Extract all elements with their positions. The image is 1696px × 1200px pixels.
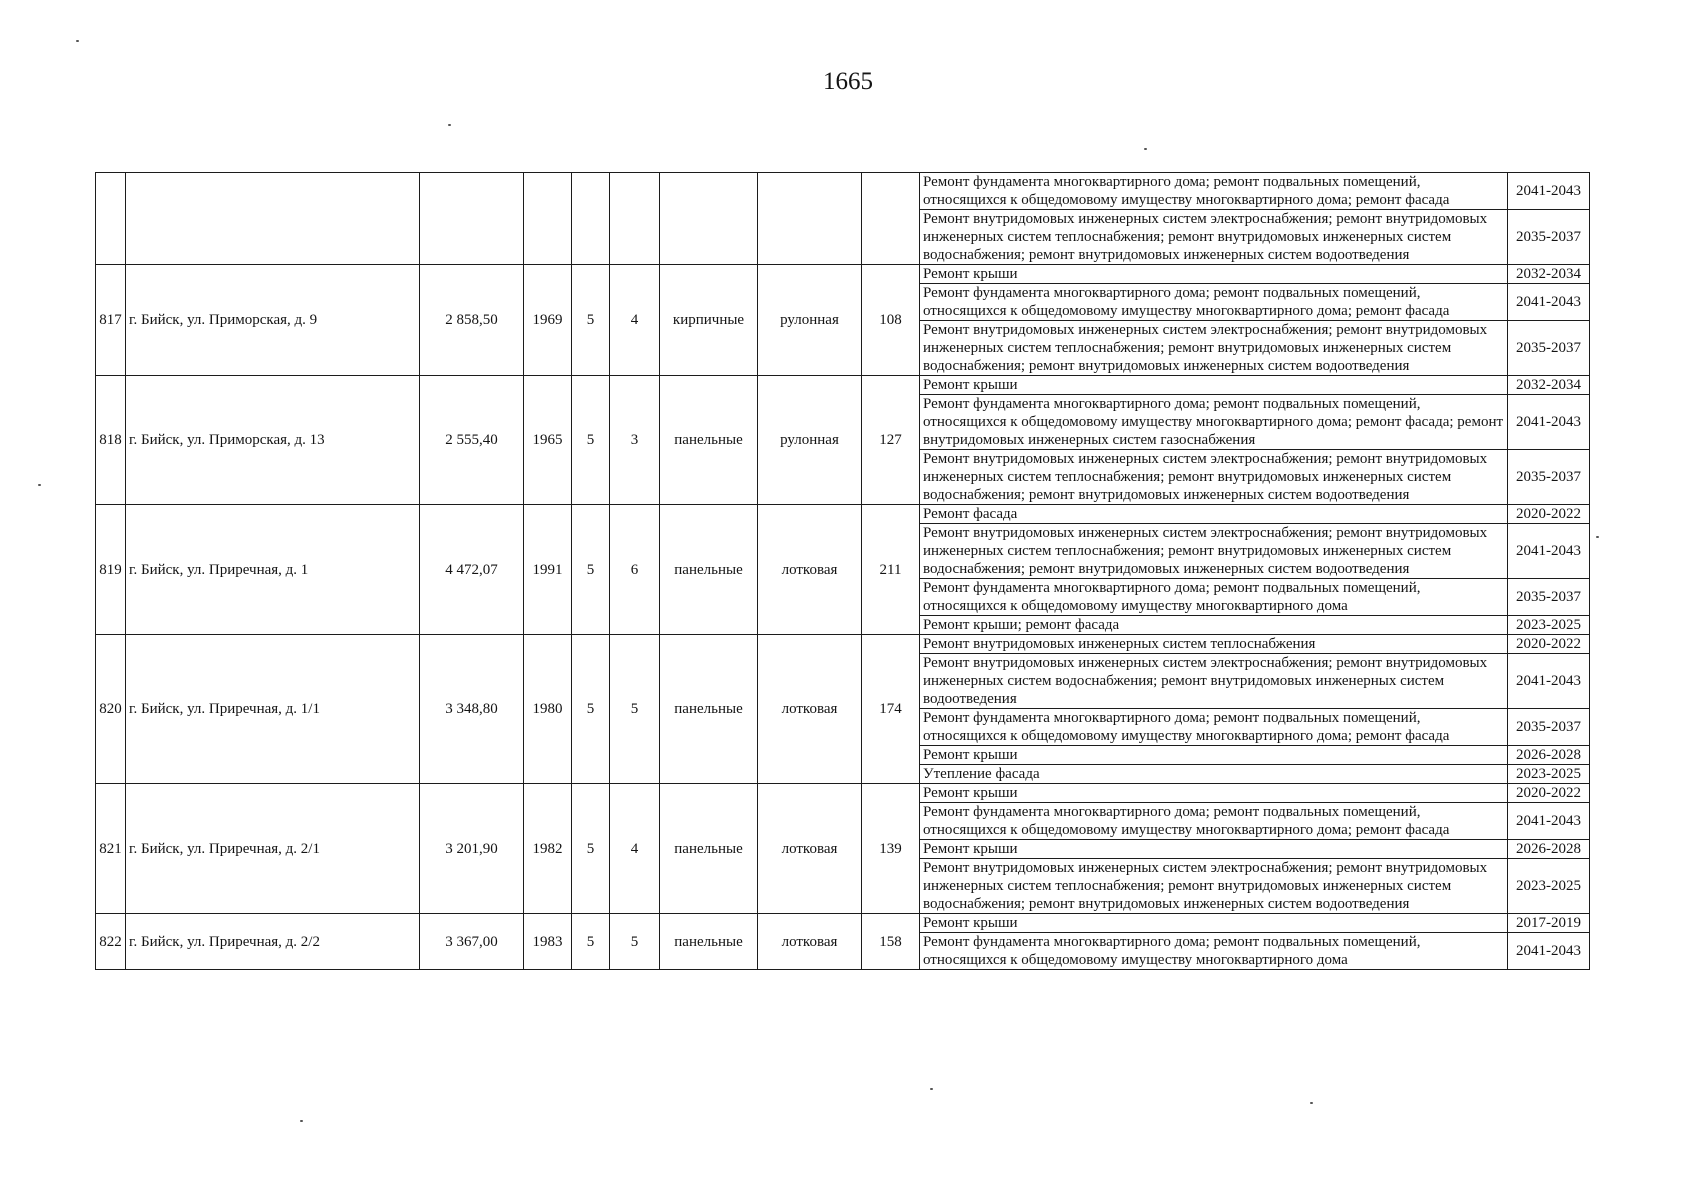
roof-type-cell: лотковая [758,635,862,784]
wall-material-cell: кирпичные [660,265,758,376]
work-description-cell: Ремонт фундамента многоквартирного дома; ремонт подвальных помещений, относящихся к общедомовому имуществу многоквартирного дома [920,579,1508,616]
work-period-cell: 2035-2037 [1508,709,1590,746]
residents-cell: 127 [862,376,920,505]
work-period-cell: 2026-2028 [1508,746,1590,765]
table-row [96,635,1590,654]
scan-speck [930,1088,933,1090]
address-cell [126,173,420,265]
page-number: 1665 [823,68,873,95]
year-built-cell: 1991 [524,505,572,635]
entrances-cell: 6 [610,505,660,635]
work-period-cell: 2041-2043 [1508,803,1590,840]
roof-type-cell: лотковая [758,505,862,635]
scan-speck [1596,536,1599,538]
floors-cell: 5 [572,376,610,505]
work-period-cell: 2032-2034 [1508,265,1590,284]
year-built-cell: 1969 [524,265,572,376]
area-cell: 3 367,00 [420,914,524,970]
work-period-cell: 2017-2019 [1508,914,1590,933]
area-cell: 2 555,40 [420,376,524,505]
residents-cell: 158 [862,914,920,970]
work-period-cell: 2026-2028 [1508,840,1590,859]
address-cell: г. Бийск, ул. Приречная, д. 2/2 [126,914,420,970]
work-period-cell: 2035-2037 [1508,321,1590,376]
work-description-cell: Ремонт крыши [920,914,1508,933]
work-description-cell: Ремонт внутридомовых инженерных систем электроснабжения; ремонт внутридомовых инженерных систем теплоснабжения; ремонт внутридомовых инженерных систем водоснабжения; ремонт внутридомовых инженерных систем водоотведения [920,524,1508,579]
work-period-cell: 2023-2025 [1508,859,1590,914]
scan-speck [300,1120,303,1122]
year-built-cell: 1983 [524,914,572,970]
residents-cell [862,173,920,265]
roof-type-cell: рулонная [758,265,862,376]
residents-cell: 211 [862,505,920,635]
register-body [96,173,1590,970]
work-period-cell: 2041-2043 [1508,654,1590,709]
year-built-cell: 1982 [524,784,572,914]
wall-material-cell: панельные [660,376,758,505]
scan-speck [1144,148,1147,150]
entrances-cell [610,173,660,265]
entrances-cell: 4 [610,265,660,376]
work-description-cell: Ремонт крыши [920,376,1508,395]
work-period-cell: 2035-2037 [1508,450,1590,505]
roof-type-cell [758,173,862,265]
floors-cell: 5 [572,265,610,376]
work-description-cell: Ремонт внутридомовых инженерных систем электроснабжения; ремонт внутридомовых инженерных систем теплоснабжения; ремонт внутридомовых инженерных систем водоснабжения; ремонт внутридомовых инженерных систем водоотведения [920,321,1508,376]
wall-material-cell: панельные [660,505,758,635]
address-cell: г. Бийск, ул. Приморская, д. 13 [126,376,420,505]
work-period-cell: 2020-2022 [1508,784,1590,803]
work-description-cell: Ремонт фасада [920,505,1508,524]
year-built-cell: 1965 [524,376,572,505]
table-row [96,376,1590,395]
work-period-cell: 2035-2037 [1508,210,1590,265]
table-row [96,784,1590,803]
area-cell: 3 348,80 [420,635,524,784]
work-description-cell: Ремонт крыши [920,784,1508,803]
work-description-cell: Ремонт фундамента многоквартирного дома; ремонт подвальных помещений, относящихся к общедомовому имуществу многоквартирного дома; ремонт фасада [920,803,1508,840]
address-cell: г. Бийск, ул. Приречная, д. 2/1 [126,784,420,914]
work-period-cell: 2023-2025 [1508,616,1590,635]
year-built-cell [524,173,572,265]
work-period-cell: 2020-2022 [1508,505,1590,524]
building-number-cell: 818 [96,376,126,505]
building-number-cell: 817 [96,265,126,376]
table-row [96,173,1590,210]
address-cell: г. Бийск, ул. Приречная, д. 1 [126,505,420,635]
year-built-cell: 1980 [524,635,572,784]
building-number-cell [96,173,126,265]
wall-material-cell: панельные [660,635,758,784]
scan-speck [38,484,41,486]
floors-cell: 5 [572,784,610,914]
building-number-cell: 820 [96,635,126,784]
building-number-cell: 819 [96,505,126,635]
work-description-cell: Ремонт фундамента многоквартирного дома; ремонт подвальных помещений, относящихся к общедомовому имуществу многоквартирного дома [920,933,1508,970]
area-cell: 4 472,07 [420,505,524,635]
work-description-cell: Ремонт фундамента многоквартирного дома; ремонт подвальных помещений, относящихся к общедомовому имуществу многоквартирного дома; ремонт фасада [920,709,1508,746]
work-description-cell: Утепление фасада [920,765,1508,784]
scan-speck [76,40,79,42]
table-row [96,914,1590,933]
work-description-cell: Ремонт внутридомовых инженерных систем электроснабжения; ремонт внутридомовых инженерных систем теплоснабжения; ремонт внутридомовых инженерных систем водоснабжения; ремонт внутридомовых инженерных систем водоотведения [920,450,1508,505]
work-description-cell: Ремонт крыши [920,265,1508,284]
floors-cell [572,173,610,265]
area-cell [420,173,524,265]
roof-type-cell: рулонная [758,376,862,505]
table-row [96,265,1590,284]
entrances-cell: 3 [610,376,660,505]
building-number-cell: 821 [96,784,126,914]
residents-cell: 174 [862,635,920,784]
work-period-cell: 2032-2034 [1508,376,1590,395]
floors-cell: 5 [572,505,610,635]
work-period-cell: 2041-2043 [1508,284,1590,321]
work-description-cell: Ремонт крыши [920,746,1508,765]
work-description-cell: Ремонт фундамента многоквартирного дома; ремонт подвальных помещений, относящихся к общедомовому имуществу многоквартирного дома; ремонт фасада [920,173,1508,210]
wall-material-cell [660,173,758,265]
work-period-cell: 2041-2043 [1508,173,1590,210]
entrances-cell: 4 [610,784,660,914]
work-description-cell: Ремонт внутридомовых инженерных систем теплоснабжения [920,635,1508,654]
housing-register-table [95,172,1590,970]
work-description-cell: Ремонт внутридомовых инженерных систем электроснабжения; ремонт внутридомовых инженерных систем водоснабжения; ремонт внутридомовых инженерных систем водоотведения [920,654,1508,709]
work-period-cell: 2035-2037 [1508,579,1590,616]
work-period-cell: 2041-2043 [1508,524,1590,579]
work-description-cell: Ремонт фундамента многоквартирного дома; ремонт подвальных помещений, относящихся к общедомовому имуществу многоквартирного дома; ремонт фасада; ремонт внутридомовых инженерных систем газоснабжения [920,395,1508,450]
floors-cell: 5 [572,914,610,970]
work-description-cell: Ремонт внутридомовых инженерных систем электроснабжения; ремонт внутридомовых инженерных систем теплоснабжения; ремонт внутридомовых инженерных систем водоснабжения; ремонт внутридомовых инженерных систем водоотведения [920,859,1508,914]
work-period-cell: 2023-2025 [1508,765,1590,784]
entrances-cell: 5 [610,635,660,784]
wall-material-cell: панельные [660,914,758,970]
work-description-cell: Ремонт внутридомовых инженерных систем электроснабжения; ремонт внутридомовых инженерных систем теплоснабжения; ремонт внутридомовых инженерных систем водоснабжения; ремонт внутридомовых инженерных систем водоотведения [920,210,1508,265]
work-period-cell: 2041-2043 [1508,395,1590,450]
entrances-cell: 5 [610,914,660,970]
work-description-cell: Ремонт фундамента многоквартирного дома; ремонт подвальных помещений, относящихся к общедомовому имуществу многоквартирного дома; ремонт фасада [920,284,1508,321]
work-period-cell: 2041-2043 [1508,933,1590,970]
work-description-cell: Ремонт крыши [920,840,1508,859]
area-cell: 3 201,90 [420,784,524,914]
residents-cell: 108 [862,265,920,376]
building-number-cell: 822 [96,914,126,970]
roof-type-cell: лотковая [758,914,862,970]
address-cell: г. Бийск, ул. Приморская, д. 9 [126,265,420,376]
residents-cell: 139 [862,784,920,914]
scan-speck [1310,1102,1313,1104]
table-row [96,505,1590,524]
work-period-cell: 2020-2022 [1508,635,1590,654]
floors-cell: 5 [572,635,610,784]
address-cell: г. Бийск, ул. Приречная, д. 1/1 [126,635,420,784]
roof-type-cell: лотковая [758,784,862,914]
wall-material-cell: панельные [660,784,758,914]
area-cell: 2 858,50 [420,265,524,376]
scan-speck [448,124,451,126]
work-description-cell: Ремонт крыши; ремонт фасада [920,616,1508,635]
